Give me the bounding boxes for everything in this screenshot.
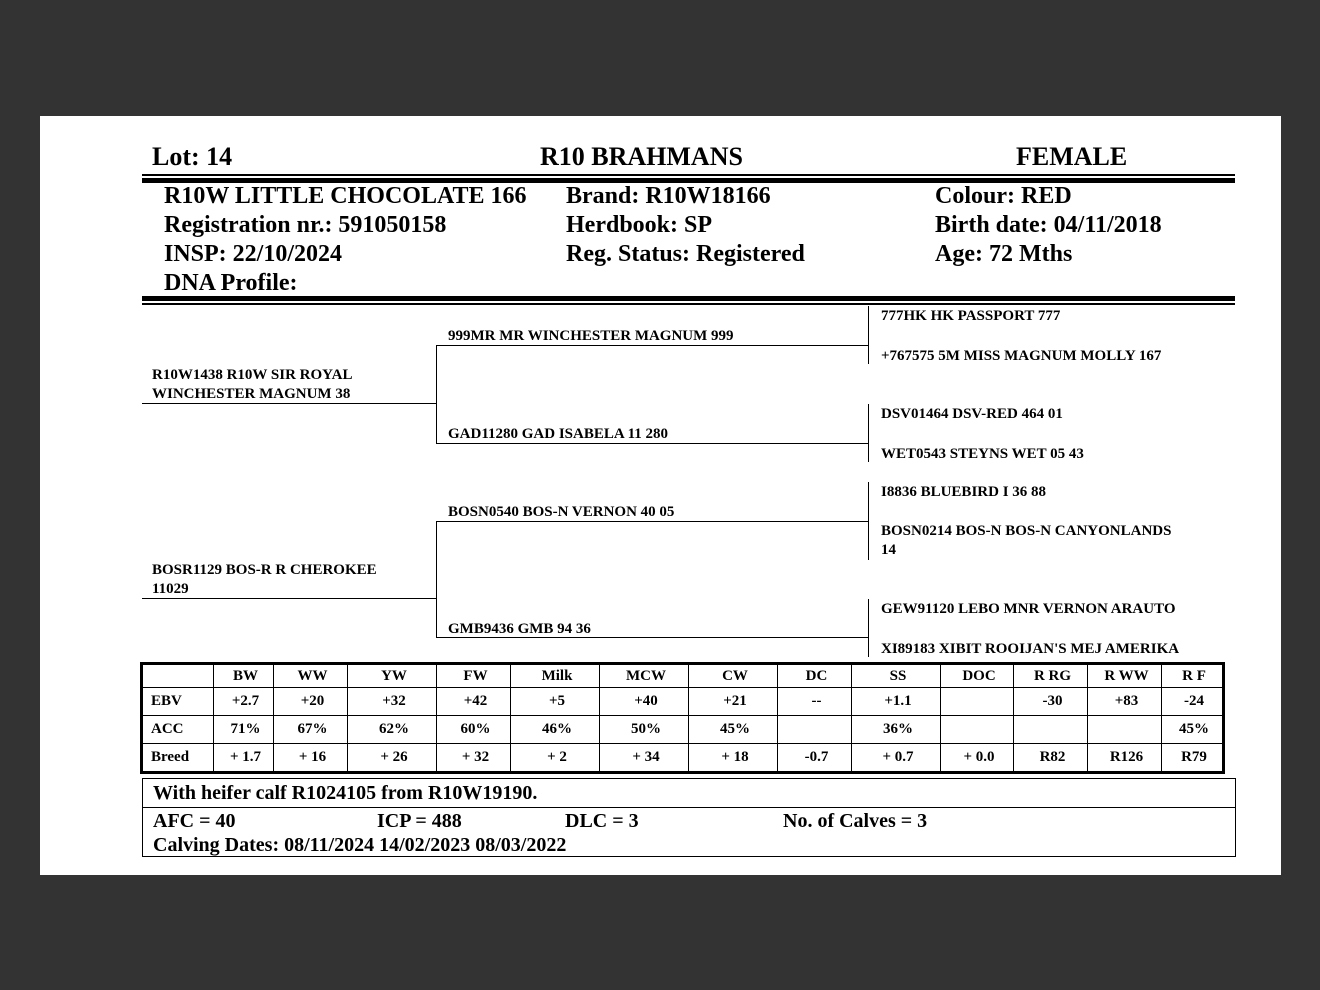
animal-name: R10W LITTLE CHOCOLATE 166 [164,183,527,209]
ebv-row-label: ACC [142,716,214,744]
ebv-cell: + 34 [600,744,689,773]
sire-connector [436,345,437,443]
pedigree-gg-7: GEW91120 LEBO MNR VERNON ARAUTO [881,601,1176,617]
ebv-cell: 50% [600,716,689,744]
pedigree-gg-8: XI89183 XIBIT ROOIJAN'S MEJ AMERIKA [881,641,1180,657]
ebv-cell: 45% [689,716,778,744]
pedigree-gg-4: WET0543 STEYNS WET 05 43 [881,446,1084,462]
sire-dam-line [436,443,868,444]
ds-connector [868,482,869,560]
ebv-column-header: Milk [511,664,600,688]
ss-connector [868,306,869,364]
ebv-cell [1088,716,1162,744]
ebv-cell [778,716,852,744]
registration-number: Registration nr.: 591050158 [164,212,447,238]
ebv-cell: +40 [600,688,689,716]
ebv-cell: 36% [852,716,941,744]
ebv-cell [941,716,1014,744]
pedigree-sire [152,366,352,404]
table-row [142,716,1224,744]
ebv-cell: -0.7 [778,744,852,773]
ebv-column-header: SS [852,664,941,688]
sd-connector [868,404,869,462]
ebv-cell [941,688,1014,716]
ebv-cell: 60% [437,716,511,744]
brand: Brand: R10W18166 [566,183,771,209]
ebv-cell: +2.7 [214,688,274,716]
age: Age: 72 Mths [935,241,1073,267]
ebv-column-header: DOC [941,664,1014,688]
ebv-cell: +20 [274,688,348,716]
info-rule-thick [142,296,1235,301]
calving-dates: Calving Dates: 08/11/2024 14/02/2023 08/03/2022 [153,834,567,856]
ebv-cell: +42 [437,688,511,716]
pedigree-sire-dam: GAD11280 GAD ISABELA 11 280 [448,426,669,442]
ebv-column-header: R RG [1014,664,1088,688]
ebv-cell: + 32 [437,744,511,773]
ebv-table [140,662,1225,774]
calving-summary-box [142,807,1236,857]
ebv-cell: + 2 [511,744,600,773]
dna-profile: DNA Profile: [164,270,298,296]
ebv-cell: 45% [1162,716,1224,744]
pedigree-gg-3: DSV01464 DSV-RED 464 01 [881,406,1063,422]
pedigree-dam-dam: GMB9436 GMB 94 36 [448,621,591,637]
lot-number: Lot: 14 [152,142,233,171]
insp-date: INSP: 22/10/2024 [164,241,343,267]
dlc-value: DLC = 3 [565,810,639,832]
dam-line [142,598,437,599]
ebv-column-header: R WW [1088,664,1162,688]
ebv-cell: +1.1 [852,688,941,716]
ebv-cell: +32 [348,688,437,716]
ebv-row-label: EBV [142,688,214,716]
ebv-cell: -- [778,688,852,716]
ebv-cell: 67% [274,716,348,744]
pedigree-dam [152,561,377,599]
calf-note: With heifer calf R1024105 from R10W19190. [153,782,538,804]
pedigree-gg-2: +767575 5M MISS MAGNUM MOLLY 167 [881,348,1162,364]
pedigree-gg-1: 777HK HK PASSPORT 777 [881,308,1061,324]
ebv-cell: +5 [511,688,600,716]
birth-date: Birth date: 04/11/2018 [935,212,1162,238]
dd-connector [868,599,869,657]
ebv-cell: + 26 [348,744,437,773]
pedigree-gg-5: I8836 BLUEBIRD I 36 88 [881,484,1047,500]
ebv-cell [1014,716,1088,744]
dam-sire-line [436,521,868,522]
ebv-cell: -24 [1162,688,1224,716]
dam-connector [436,521,437,637]
ebv-column-header: DC [778,664,852,688]
pedigree-sire-line1: R10W1438 R10W SIR ROYAL [152,367,353,383]
calf-note-box [142,778,1236,808]
pedigree-sire-line2: WINCHESTER MAGNUM 38 [152,386,351,402]
ebv-cell: 62% [348,716,437,744]
ebv-column-header: MCW [600,664,689,688]
catalogue-sheet [40,116,1281,875]
reg-status: Reg. Status: Registered [566,241,805,267]
ebv-cell: R126 [1088,744,1162,773]
ebv-cell: + 0.7 [852,744,941,773]
dam-dam-line [436,637,868,638]
pedigree-gg-6-cont: 14 [881,542,896,558]
info-rule-thin [142,303,1235,305]
ebv-cell: + 1.7 [214,744,274,773]
ebv-cell: +83 [1088,688,1162,716]
pedigree-gg-6: BOSN0214 BOS-N BOS-N CANYONLANDS [881,523,1172,539]
sire-line [142,403,437,404]
ebv-column-header: YW [348,664,437,688]
ebv-column-header: FW [437,664,511,688]
pedigree-sire-sire: 999MR MR WINCHESTER MAGNUM 999 [448,328,734,344]
ebv-column-header: CW [689,664,778,688]
ebv-column-header [142,664,214,688]
pedigree-dam-sire: BOSN0540 BOS-N VERNON 40 05 [448,504,675,520]
icp-value: ICP = 488 [377,810,462,832]
ebv-cell: + 18 [689,744,778,773]
breeder-name: R10 BRAHMANS [540,142,743,171]
herdbook: Herdbook: SP [566,212,713,238]
ebv-cell: +21 [689,688,778,716]
ebv-row-label: Breed [142,744,214,773]
ebv-cell: 71% [214,716,274,744]
ebv-header-row [142,664,1224,688]
ebv-cell: R82 [1014,744,1088,773]
ebv-cell: + 16 [274,744,348,773]
colour: Colour: RED [935,183,1072,209]
ebv-cell: R79 [1162,744,1224,773]
ebv-cell: -30 [1014,688,1088,716]
ebv-cell: 46% [511,716,600,744]
sire-sire-line [436,345,868,346]
afc-value: AFC = 40 [153,810,236,832]
sex-label: FEMALE [1016,142,1128,171]
calves-count: No. of Calves = 3 [783,810,928,832]
table-row [142,688,1224,716]
header-rule-thin [142,174,1235,176]
ebv-cell: + 0.0 [941,744,1014,773]
pedigree-dam-line1: BOSR1129 BOS-R R CHEROKEE [152,562,377,578]
ebv-column-header: R F [1162,664,1224,688]
ebv-column-header: BW [214,664,274,688]
ebv-column-header: WW [274,664,348,688]
pedigree-dam-line2: 11029 [152,581,189,597]
table-row [142,744,1224,773]
